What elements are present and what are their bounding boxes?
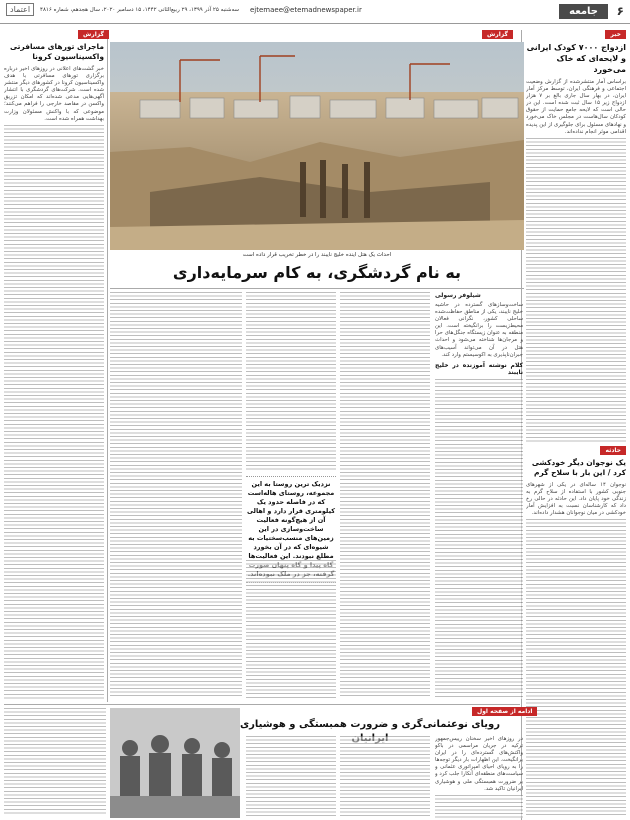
main-report-headline: به نام گردشگری، به کام سرمایه‌داری [172,263,462,282]
bottom-article-rule [4,704,520,705]
body-text-filler [340,736,430,816]
main-report-byline: شیلوفر رسولی [435,292,481,299]
incident-tag: حادثه [600,446,626,455]
bottom-article-lead: در روزهای اخیر سخنان رییس‌جمهور ترکیه در جریان مراسمی در باکو واکنش‌های گسترده‌ای را در ایران برانگیخت. این اظهارات بار دیگر توجه‌ها را به رویای احیای امپراتوری عثمانی و سیاست‌های منطقه‌ای آنکارا جلب کرد و بر ضرورت همبستگی ملی و هوشیاری ایرانیان تاکید شد. [435,736,523,792]
body-text-filler [526,138,626,442]
left-report-headline: ماجرای تورهای مسافرتی واکسیناسیون کرونا [10,42,104,61]
body-text-filler [526,519,626,818]
main-report-col-3-top [246,292,336,472]
left-report-lead: خبر گشت‌های اعلانی در روزهای اخیر درباره برگزاری تورهای مسافرتی با هدف واکسیناسیون کرونا در کشورهای دیگر منتشر شده است. شرکت‌های گردشگری با انتشار آگهی‌هایی مدعی شده‌اند که امکان تزریق واکسن در مقاصد خارجی را فراهم می‌کنند؛ موضوعی که با واکنش مسئولان وزارت بهداشت همراه شده است. [4,66,104,122]
incident-headline: یک نوجوان دیگر خودکشی کرد / این بار با سلاح گرم [531,458,626,477]
body-text-filler [435,379,523,699]
main-report-col-1 [435,292,523,700]
continued-tag: ادامه از صفحه اول [472,707,537,716]
bottom-left-column [4,708,106,818]
body-text-filler [246,736,336,816]
pull-quote: نزدیک ترین روستا به این مجموعه، روستای هاله‌است که در فاصله حدود یک کیلومتری قرار دارد و اهالی آن از هیچ‌گونه فعالیت ساخت‌وسازی در این زمین‌های منسب‌سختیات به شیوه‌ای که در آن بخورد مطلع نبودند. این فعالیت‌ها [246,476,336,583]
body-text-filler [246,292,336,470]
body-text-filler [110,292,242,697]
page-number: ۶ [616,4,624,18]
section-label: جامعه [559,4,608,19]
body-text-filler [246,560,336,698]
report-tag: گزارش [482,30,513,39]
right-news-lead: براساس آمار منتشرشده از گزارش وضعیت اجتماعی و فرهنگی ایران، توسط مرکز آمار ایران، در بهار سال جاری بالغ بر ۷ هزار ازدواج زیر ۱۵ سال ثبت شده است. این در حالی است که لایحه جامع حمایت از حقوق کودکان سال‌هاست در مجلس خاک می‌خورد و نهادهای مسئول برای جلوگیری از این پدیده اقدامی موثر انجام نداده‌اند. [526,79,626,135]
body-text-filler [4,708,106,816]
section-email[interactable]: ejtemaee@etemadnewspaper.ir [250,6,362,14]
right-news-body [526,79,626,442]
incident-block [526,458,626,818]
bottom-article-col-3 [246,736,336,818]
main-report-photo [110,42,524,250]
bottom-article-headline: رویای نوعثمانی‌گری و ضرورت همبستگی و هوشیاری [239,719,501,730]
headline-rule [110,288,524,289]
crowd-image [110,708,240,818]
body-text-filler [4,125,104,700]
page-header [0,0,630,24]
newspaper-logo: اعتماد [6,3,34,16]
left-report-tag: گزارش [78,30,109,39]
bottom-article-col-1 [435,736,523,818]
main-report-col-2 [340,292,430,700]
column-divider [107,30,108,702]
news-tag: خبر [605,30,626,39]
incident-body [526,482,626,818]
construction-site-image [110,42,524,250]
date-line: سه‌شنبه ۲۵ آذر ۱۳۹۹، ۲۹ ربیع‌الثانی ۱۴۴۲، ۱۵ دسامبر ۲۰۲۰، سال هجدهم، شماره ۴۸۱۶ [40,7,240,13]
body-text-filler [340,292,430,697]
main-report-subhead: کلام نوشته آموزنده در خلیج نایبند [435,361,523,376]
main-report-lead: ساخت‌وسازهای گسترده در حاشیه خلیج نایبند، یکی از مناطق حفاظت‌شده ساحلی کشور، نگرانی فعالان محیط‌زیست را برانگیخته است. این منطقه به عنوان زیستگاه جنگل‌های حرا و مرجان‌ها شناخته می‌شود و احداث هتل در آن می‌تواند آسیب‌های جبران‌ناپذیری به اکوسیستم وارد کند. [435,302,523,358]
main-report-kicker: احداث یک هتل اینده خلیج نایبند را در خطر تخریب قرار داده است [242,252,392,258]
bottom-article-photo [110,708,240,818]
right-news-headline: ازدواج ۷۰۰۰ کودک ایرانی و لایحه‌ای که خاک می‌خورد [526,43,626,74]
right-news-block [526,42,626,442]
incident-lead: نوجوان ۱۴ ساله‌ای در یکی از شهرهای جنوبی کشور با استفاده از سلاح گرم به زندگی خود پایان داد. این حادثه در حالی رخ داد که کارشناسان نسبت به افزایش آمار خودکشی در میان نوجوانان هشدار داده‌اند. [526,482,626,517]
body-text-filler [435,795,523,818]
main-report-col-3-bottom [246,560,336,700]
main-report-col-4 [110,292,242,700]
bottom-article-col-2 [340,736,430,818]
left-report-block [4,42,104,700]
